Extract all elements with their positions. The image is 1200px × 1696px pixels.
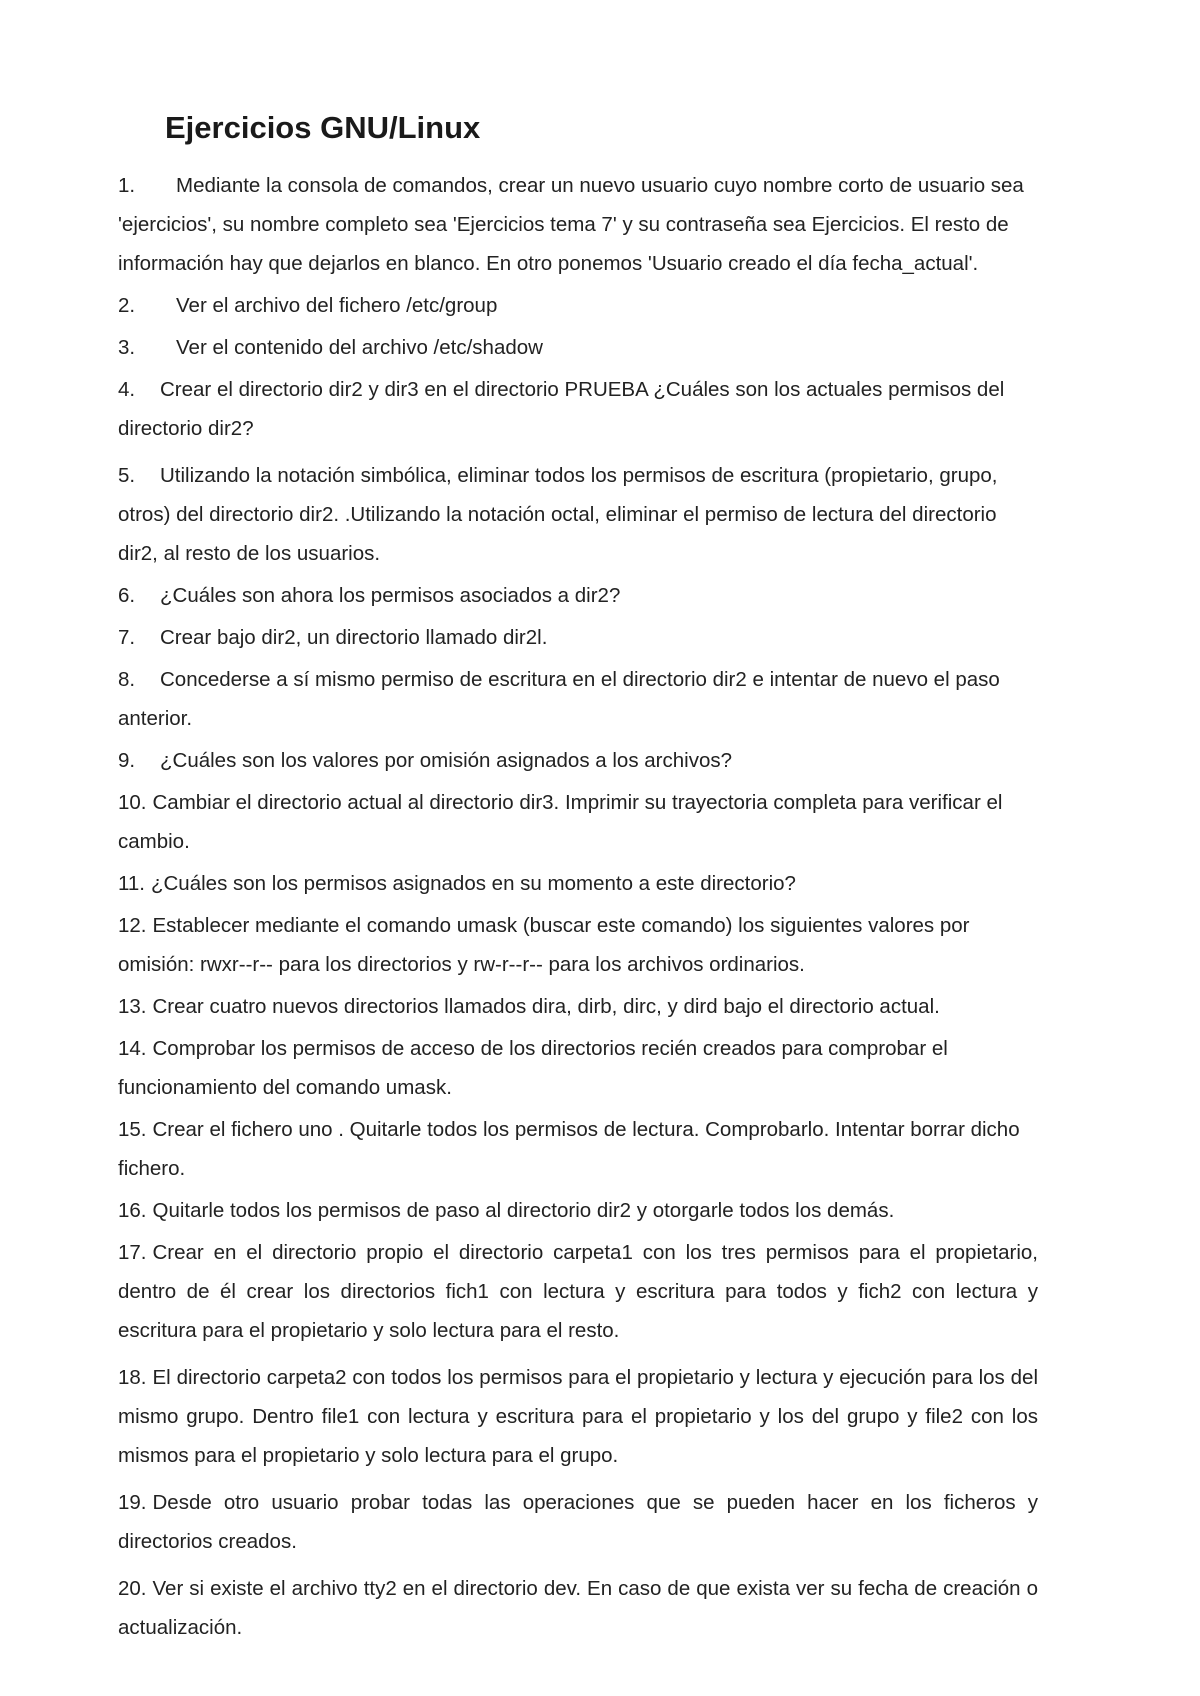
exercise-item-17 <box>118 1233 1038 1350</box>
exercise-text: Ver si existe el archivo tty2 en el directorio dev. En caso de que exista ver su fecha de creación o actualización. <box>118 1577 1038 1639</box>
exercise-item-13 <box>118 987 1038 1026</box>
exercise-number: 14. <box>118 1037 147 1060</box>
exercise-item-20 <box>118 1569 1038 1647</box>
exercise-number: 3. <box>118 336 136 359</box>
exercise-item-7 <box>118 618 1038 657</box>
exercise-number: 11. <box>118 872 145 895</box>
exercise-item-8 <box>118 660 1038 738</box>
exercise-number: 8. <box>118 668 136 691</box>
exercise-text: Establecer mediante el comando umask (buscar este comando) los siguientes valores por omisión: rwxr--r-- para los directorios y rw-r--r-- para los archivos ordinarios. <box>118 914 970 976</box>
exercise-text: Ver el archivo del fichero /etc/group <box>176 294 498 317</box>
exercise-text: Mediante la consola de comandos, crear un nuevo usuario cuyo nombre corto de usuario sea 'ejercicios', su nombre completo sea 'Ejercicios tema 7' y su contraseña sea Ejercicios. El resto de información hay que dejarlos en blanco. En otro ponemos 'Usuario creado el día fecha_actual'. <box>118 174 1024 275</box>
exercise-number: 9. <box>118 749 136 772</box>
exercise-number: 12. <box>118 914 147 937</box>
exercise-text: ¿Cuáles son los permisos asignados en su momento a este directorio? <box>150 872 796 895</box>
exercise-number: 13. <box>118 995 147 1018</box>
exercise-item-1 <box>118 166 1038 283</box>
exercise-item-15 <box>118 1110 1038 1188</box>
exercise-item-14 <box>118 1029 1038 1107</box>
exercise-item-2 <box>118 286 1038 325</box>
exercise-text: Crear el directorio dir2 y dir3 en el directorio PRUEBA ¿Cuáles son los actuales permisos del directorio dir2? <box>118 378 1005 440</box>
exercise-number: 6. <box>118 584 136 607</box>
exercise-number: 17. <box>118 1241 147 1264</box>
exercise-text: Comprobar los permisos de acceso de los directorios recién creados para comprobar el funcionamiento del comando umask. <box>118 1037 948 1099</box>
exercise-item-3 <box>118 328 1038 367</box>
exercise-number: 5. <box>118 464 136 487</box>
exercise-item-6 <box>118 576 1038 615</box>
exercise-number: 1. <box>118 174 136 197</box>
exercise-number: 16. <box>118 1199 147 1222</box>
exercise-item-10 <box>118 783 1038 861</box>
exercise-text: Quitarle todos los permisos de paso al directorio dir2 y otorgarle todos los demás. <box>152 1199 895 1222</box>
exercise-number: 10. <box>118 791 147 814</box>
exercise-item-11 <box>118 864 1038 903</box>
exercise-item-18 <box>118 1358 1038 1475</box>
exercise-item-12 <box>118 906 1038 984</box>
exercise-text: Desde otro usuario probar todas las operaciones que se pueden hacer en los ficheros y directorios creados. <box>118 1491 1038 1553</box>
exercise-item-9 <box>118 741 1038 780</box>
exercise-text: Crear cuatro nuevos directorios llamados dira, dirb, dirc, y dird bajo el directorio actual. <box>152 995 940 1018</box>
exercise-text: Crear en el directorio propio el directorio carpeta1 con los tres permisos para el propietario, dentro de él crear los directorios fich1 con lectura y escritura para todos y fich2 con lectura y escritura para el propietario y solo lectura para el resto. <box>118 1241 1038 1342</box>
exercise-number: 20. <box>118 1577 147 1600</box>
exercise-text: ¿Cuáles son ahora los permisos asociados a dir2? <box>160 584 621 607</box>
exercise-number: 2. <box>118 294 136 317</box>
exercise-item-4 <box>118 370 1038 448</box>
exercise-text: Utilizando la notación simbólica, eliminar todos los permisos de escritura (propietario, grupo, otros) del directorio dir2. .Utilizando la notación octal, eliminar el permiso de lectura del directorio dir2, al resto de los usuarios. <box>118 464 998 565</box>
exercise-number: 19. <box>118 1491 147 1514</box>
document-title: Ejercicios GNU/Linux <box>165 110 481 145</box>
exercise-item-5 <box>118 456 1038 573</box>
exercise-text: ¿Cuáles son los valores por omisión asignados a los archivos? <box>160 749 733 772</box>
exercise-text: Crear el fichero uno . Quitarle todos los permisos de lectura. Comprobarlo. Intentar borrar dicho fichero. <box>118 1118 1020 1180</box>
exercise-text: Cambiar el directorio actual al directorio dir3. Imprimir su trayectoria completa para verificar el cambio. <box>118 791 1003 853</box>
exercise-list <box>118 166 1038 1650</box>
exercise-number: 4. <box>118 378 136 401</box>
exercise-number: 15. <box>118 1118 147 1141</box>
exercise-item-19 <box>118 1483 1038 1561</box>
exercise-text: Crear bajo dir2, un directorio llamado dir2l. <box>160 626 548 649</box>
exercise-number: 18. <box>118 1366 147 1389</box>
exercise-number: 7. <box>118 626 136 649</box>
exercise-text: Ver el contenido del archivo /etc/shadow <box>176 336 543 359</box>
exercise-text: El directorio carpeta2 con todos los permisos para el propietario y lectura y ejecución para los del mismo grupo. Dentro file1 con lectura y escritura para el propietario y los del grupo y file2 con los mismos para el propietario y solo lectura para el grupo. <box>118 1366 1038 1467</box>
exercise-text: Concederse a sí mismo permiso de escritura en el directorio dir2 e intentar de nuevo el paso anterior. <box>118 668 1000 730</box>
exercise-item-16 <box>118 1191 1038 1230</box>
